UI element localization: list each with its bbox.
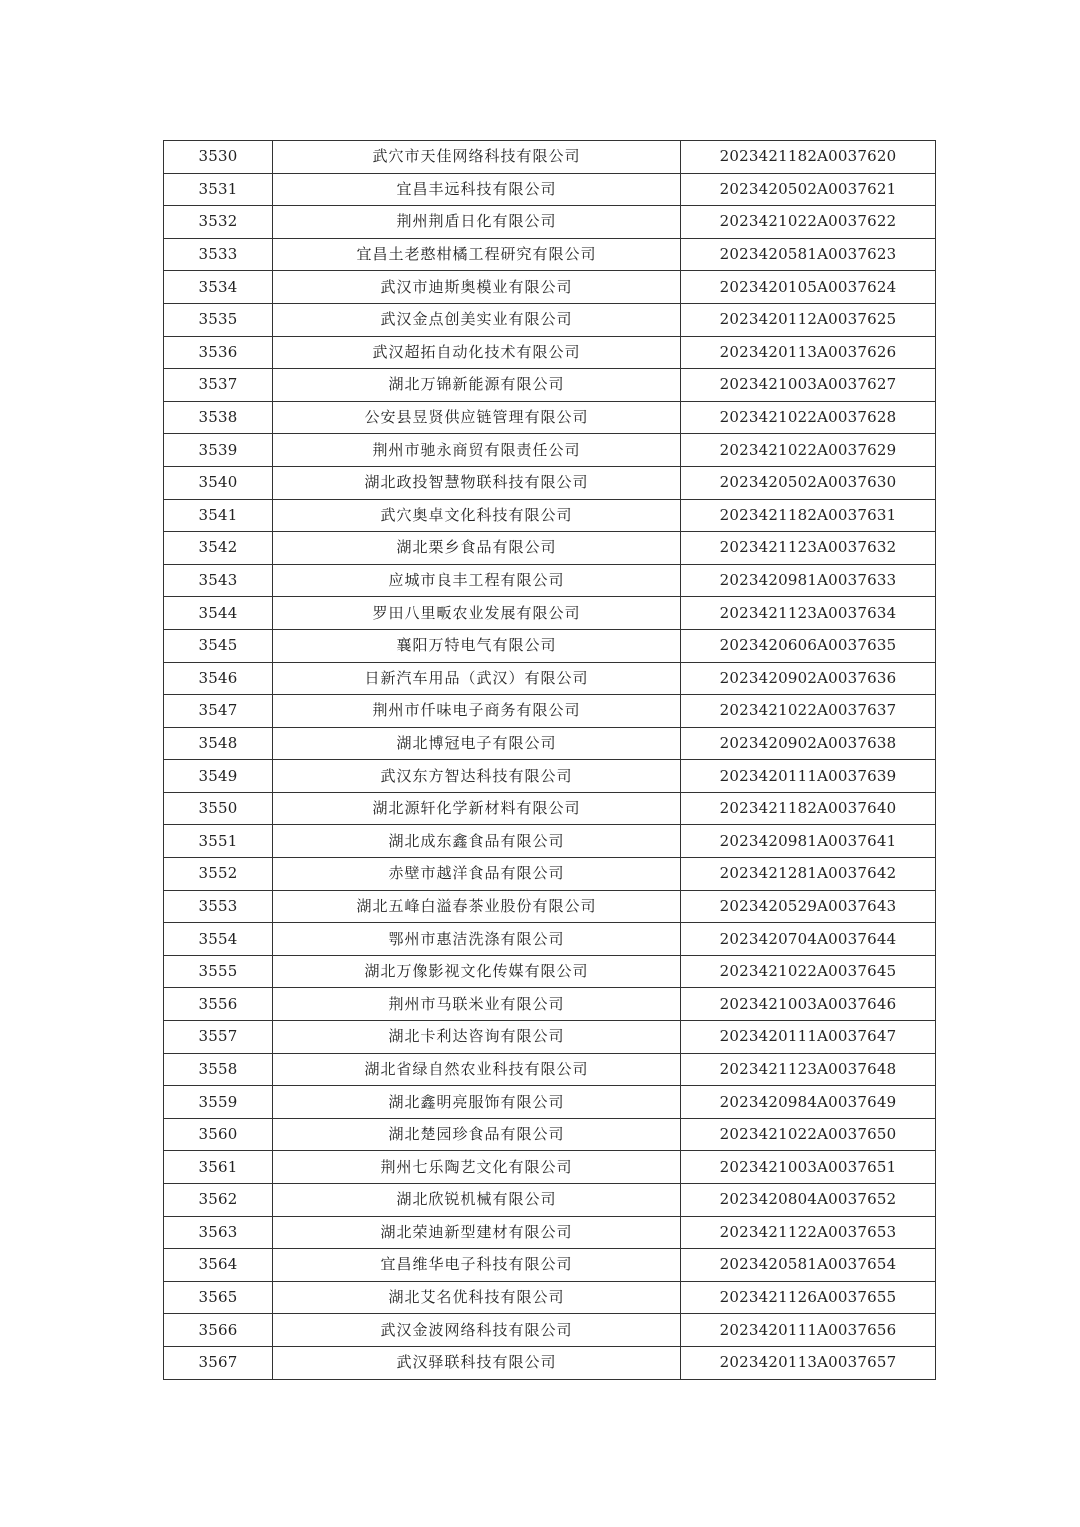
company-name-cell: 湖北政投智慧物联科技有限公司: [273, 466, 681, 499]
company-name-cell: 武穴市天佳网络科技有限公司: [273, 141, 681, 174]
registration-code-cell: 2023420502A0037621: [681, 173, 936, 206]
registration-code-cell: 2023421003A0037651: [681, 1151, 936, 1184]
company-name-cell: 湖北万锦新能源有限公司: [273, 369, 681, 402]
registration-code-cell: 2023421022A0037645: [681, 955, 936, 988]
row-number-cell: 3546: [164, 662, 273, 695]
table-row: [164, 564, 936, 597]
company-name-cell: 武汉金点创美实业有限公司: [273, 303, 681, 336]
table-row: [164, 466, 936, 499]
registration-code-cell: 2023421022A0037628: [681, 401, 936, 434]
company-name-cell: 湖北博冠电子有限公司: [273, 727, 681, 760]
company-name-cell: 湖北欣锐机械有限公司: [273, 1184, 681, 1217]
registration-code-cell: 2023421123A0037632: [681, 532, 936, 565]
company-name-cell: 武穴奥卓文化科技有限公司: [273, 499, 681, 532]
table-row: [164, 206, 936, 239]
table-row: [164, 1086, 936, 1119]
table-row: [164, 792, 936, 825]
registration-code-cell: 2023421022A0037650: [681, 1118, 936, 1151]
row-number-cell: 3563: [164, 1216, 273, 1249]
company-name-cell: 宜昌土老憨柑橘工程研究有限公司: [273, 238, 681, 271]
registration-code-cell: 2023420984A0037649: [681, 1086, 936, 1119]
row-number-cell: 3533: [164, 238, 273, 271]
table-row: [164, 955, 936, 988]
company-name-cell: 荆州市驰永商贸有限责任公司: [273, 434, 681, 467]
table-row: [164, 141, 936, 174]
table-row: [164, 173, 936, 206]
row-number-cell: 3542: [164, 532, 273, 565]
company-name-cell: 公安县昱贤供应链管理有限公司: [273, 401, 681, 434]
table-row: [164, 1249, 936, 1282]
row-number-cell: 3549: [164, 760, 273, 793]
table-row: [164, 597, 936, 630]
table-row: [164, 727, 936, 760]
company-name-cell: 应城市良丰工程有限公司: [273, 564, 681, 597]
table-row: [164, 695, 936, 728]
row-number-cell: 3554: [164, 923, 273, 956]
registration-code-cell: 2023420529A0037643: [681, 890, 936, 923]
table-row: [164, 401, 936, 434]
registration-code-cell: 2023420112A0037625: [681, 303, 936, 336]
table-row: [164, 1053, 936, 1086]
row-number-cell: 3561: [164, 1151, 273, 1184]
row-number-cell: 3548: [164, 727, 273, 760]
table-row: [164, 532, 936, 565]
row-number-cell: 3535: [164, 303, 273, 336]
registration-code-cell: 2023421022A0037629: [681, 434, 936, 467]
registration-code-cell: 2023421182A0037640: [681, 792, 936, 825]
table-row: [164, 1118, 936, 1151]
registration-code-cell: 2023420981A0037633: [681, 564, 936, 597]
registration-code-cell: 2023420804A0037652: [681, 1184, 936, 1217]
row-number-cell: 3530: [164, 141, 273, 174]
row-number-cell: 3543: [164, 564, 273, 597]
company-name-cell: 湖北五峰白溢春茶业股份有限公司: [273, 890, 681, 923]
company-name-cell: 襄阳万特电气有限公司: [273, 629, 681, 662]
registration-code-cell: 2023421022A0037622: [681, 206, 936, 239]
row-number-cell: 3541: [164, 499, 273, 532]
row-number-cell: 3556: [164, 988, 273, 1021]
table-row: [164, 1281, 936, 1314]
company-name-cell: 荆州市马联米业有限公司: [273, 988, 681, 1021]
registration-code-cell: 2023420111A0037647: [681, 1021, 936, 1054]
registration-code-cell: 2023420111A0037656: [681, 1314, 936, 1347]
company-name-cell: 湖北鑫明亮服饰有限公司: [273, 1086, 681, 1119]
table-row: [164, 988, 936, 1021]
registration-code-cell: 2023420502A0037630: [681, 466, 936, 499]
registration-code-cell: 2023421123A0037634: [681, 597, 936, 630]
company-name-cell: 武汉驿联科技有限公司: [273, 1346, 681, 1379]
company-name-cell: 湖北源轩化学新材料有限公司: [273, 792, 681, 825]
company-name-cell: 湖北艾名优科技有限公司: [273, 1281, 681, 1314]
row-number-cell: 3536: [164, 336, 273, 369]
roster-body: [164, 141, 936, 1380]
row-number-cell: 3564: [164, 1249, 273, 1282]
company-name-cell: 日新汽车用品（武汉）有限公司: [273, 662, 681, 695]
table-row: [164, 890, 936, 923]
row-number-cell: 3553: [164, 890, 273, 923]
row-number-cell: 3544: [164, 597, 273, 630]
table-row: [164, 858, 936, 891]
table-row: [164, 369, 936, 402]
table-row: [164, 1184, 936, 1217]
company-name-cell: 湖北卡利达咨询有限公司: [273, 1021, 681, 1054]
row-number-cell: 3567: [164, 1346, 273, 1379]
row-number-cell: 3558: [164, 1053, 273, 1086]
company-name-cell: 赤壁市越洋食品有限公司: [273, 858, 681, 891]
row-number-cell: 3560: [164, 1118, 273, 1151]
table-row: [164, 336, 936, 369]
table-row: [164, 825, 936, 858]
row-number-cell: 3539: [164, 434, 273, 467]
company-name-cell: 荆州市仟味电子商务有限公司: [273, 695, 681, 728]
company-name-cell: 宜昌丰远科技有限公司: [273, 173, 681, 206]
table-row: [164, 434, 936, 467]
registration-code-cell: 2023421281A0037642: [681, 858, 936, 891]
company-name-cell: 宜昌维华电子科技有限公司: [273, 1249, 681, 1282]
company-roster-table: [163, 140, 936, 1380]
company-name-cell: 武汉金波网络科技有限公司: [273, 1314, 681, 1347]
row-number-cell: 3557: [164, 1021, 273, 1054]
registration-code-cell: 2023420902A0037636: [681, 662, 936, 695]
registration-code-cell: 2023420581A0037654: [681, 1249, 936, 1282]
table-row: [164, 1021, 936, 1054]
table-row: [164, 923, 936, 956]
registration-code-cell: 2023421122A0037653: [681, 1216, 936, 1249]
row-number-cell: 3537: [164, 369, 273, 402]
row-number-cell: 3531: [164, 173, 273, 206]
company-name-cell: 湖北万像影视文化传媒有限公司: [273, 955, 681, 988]
company-name-cell: 湖北楚园珍食品有限公司: [273, 1118, 681, 1151]
table-row: [164, 629, 936, 662]
company-name-cell: 武汉市迪斯奥模业有限公司: [273, 271, 681, 304]
table-row: [164, 1151, 936, 1184]
registration-code-cell: 2023421022A0037637: [681, 695, 936, 728]
company-name-cell: 荆州七乐陶艺文化有限公司: [273, 1151, 681, 1184]
table-row: [164, 1346, 936, 1379]
registration-code-cell: 2023420606A0037635: [681, 629, 936, 662]
company-name-cell: 武汉东方智达科技有限公司: [273, 760, 681, 793]
registration-code-cell: 2023421003A0037646: [681, 988, 936, 1021]
registration-code-cell: 2023421003A0037627: [681, 369, 936, 402]
table-row: [164, 499, 936, 532]
registration-code-cell: 2023421182A0037620: [681, 141, 936, 174]
table-row: [164, 303, 936, 336]
row-number-cell: 3532: [164, 206, 273, 239]
registration-code-cell: 2023420105A0037624: [681, 271, 936, 304]
company-name-cell: 武汉超拓自动化技术有限公司: [273, 336, 681, 369]
company-name-cell: 荆州荆盾日化有限公司: [273, 206, 681, 239]
table-row: [164, 1314, 936, 1347]
company-name-cell: 湖北省绿自然农业科技有限公司: [273, 1053, 681, 1086]
row-number-cell: 3565: [164, 1281, 273, 1314]
row-number-cell: 3540: [164, 466, 273, 499]
registration-code-cell: 2023420902A0037638: [681, 727, 936, 760]
company-name-cell: 湖北成东鑫食品有限公司: [273, 825, 681, 858]
table-row: [164, 1216, 936, 1249]
row-number-cell: 3534: [164, 271, 273, 304]
registration-code-cell: 2023420704A0037644: [681, 923, 936, 956]
row-number-cell: 3559: [164, 1086, 273, 1119]
table-row: [164, 271, 936, 304]
company-name-cell: 湖北栗乡食品有限公司: [273, 532, 681, 565]
table-row: [164, 238, 936, 271]
row-number-cell: 3547: [164, 695, 273, 728]
table-row: [164, 662, 936, 695]
row-number-cell: 3545: [164, 629, 273, 662]
row-number-cell: 3555: [164, 955, 273, 988]
registration-code-cell: 2023420113A0037657: [681, 1346, 936, 1379]
row-number-cell: 3552: [164, 858, 273, 891]
registration-code-cell: 2023421123A0037648: [681, 1053, 936, 1086]
registration-code-cell: 2023420581A0037623: [681, 238, 936, 271]
registration-code-cell: 2023420113A0037626: [681, 336, 936, 369]
company-name-cell: 罗田八里畈农业发展有限公司: [273, 597, 681, 630]
company-name-cell: 湖北荣迪新型建材有限公司: [273, 1216, 681, 1249]
registration-code-cell: 2023420111A0037639: [681, 760, 936, 793]
table-row: [164, 760, 936, 793]
registration-code-cell: 2023421182A0037631: [681, 499, 936, 532]
row-number-cell: 3538: [164, 401, 273, 434]
row-number-cell: 3562: [164, 1184, 273, 1217]
registration-code-cell: 2023421126A0037655: [681, 1281, 936, 1314]
company-name-cell: 鄂州市惠洁洗涤有限公司: [273, 923, 681, 956]
row-number-cell: 3550: [164, 792, 273, 825]
registration-code-cell: 2023420981A0037641: [681, 825, 936, 858]
row-number-cell: 3566: [164, 1314, 273, 1347]
row-number-cell: 3551: [164, 825, 273, 858]
